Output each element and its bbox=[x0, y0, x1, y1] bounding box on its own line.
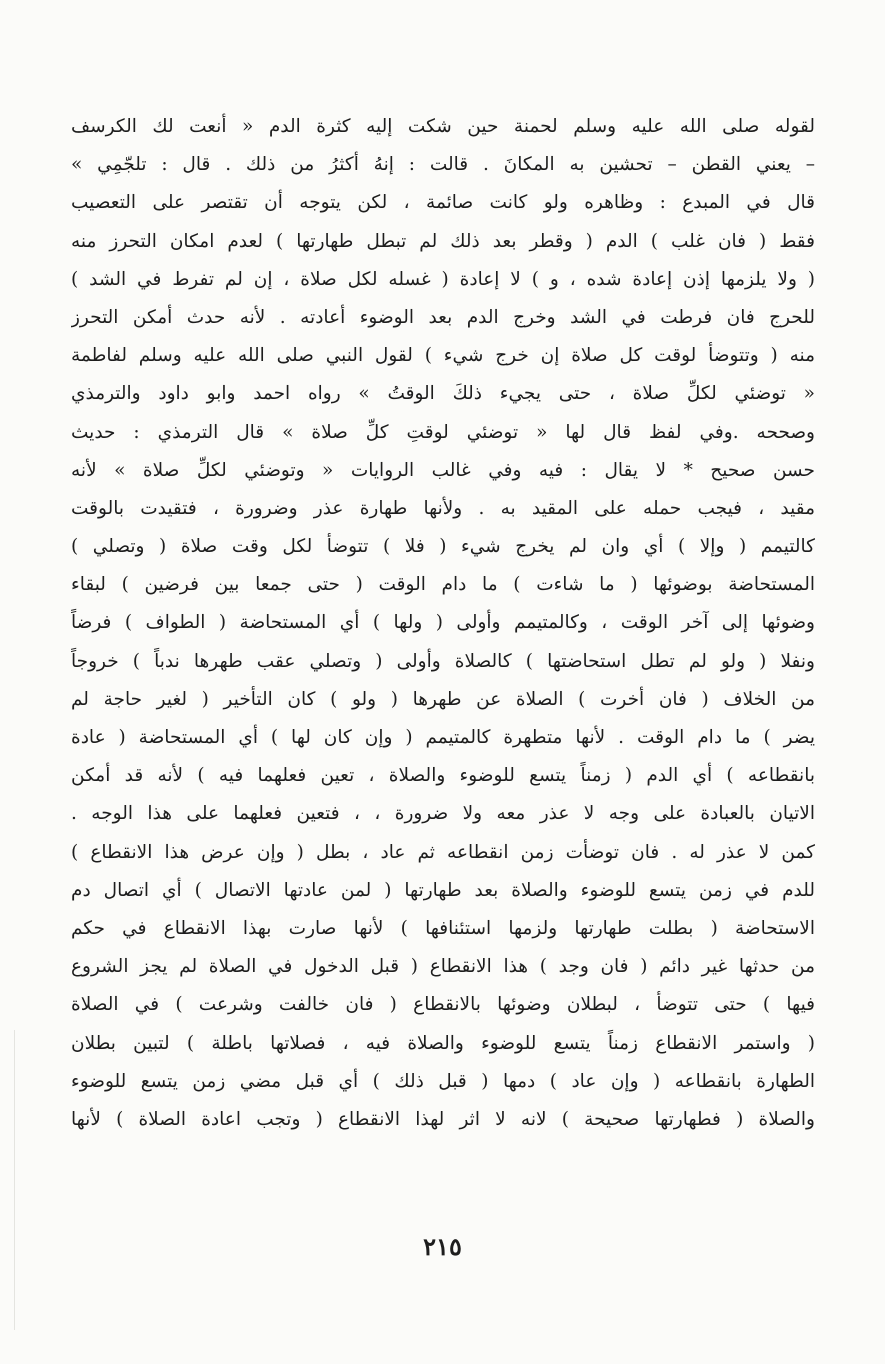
text-line: – يعني القطن – تحشين به المكانَ . قالت : إنهُ أكثرُ من ذلك . قال : تلجّمِي » bbox=[71, 154, 815, 176]
text-line: كالتيمم ( وإلا ) أي وان لم يخرج شيء ( فلا ) تتوضأ لكل وقت صلاة ( وتصلي ) bbox=[71, 536, 815, 558]
body-text bbox=[71, 108, 815, 1139]
text-line: منه ( وتتوضأ لوقت كل صلاة إن خرج شيء ) لقول النبي صلى الله عليه وسلم لفاطمة bbox=[71, 345, 815, 367]
text-line: الاتيان بالعبادة على وجه لا عذر معه ولا ضرورة ، ، فتعين فعلهما على هذا الوجه . bbox=[71, 803, 815, 825]
text-line: الاستحاضة ( بطلت طهارتها ولزمها استئنافها ) لأنها صارت بهذا الانقطاع في حكم bbox=[71, 917, 815, 939]
text-line: بانقطاعه ) أي الدم ( زمناً يتسع للوضوء والصلاة ، تعين فعلهما فيه ) لأنه قد أمكن bbox=[71, 765, 815, 787]
text-line: ( واستمر الانقطاع زمناً يتسع للوضوء والصلاة فيه ، فصلاتها باطلة ) لتبين بطلان bbox=[71, 1032, 815, 1054]
text-line: قال في المبدع : وظاهره ولو كانت صائمة ، لكن يتوجه أن تقتصر على التعصيب bbox=[71, 192, 815, 214]
text-line: ونفلا ( ولو لم تطل استحاضتها ) كالصلاة وأولى ( وتصلي عقب طهرها ندباً ) خروجاً bbox=[71, 650, 815, 672]
text-line: المستحاضة بوضوئها ( ما شاءت ) ما دام الوقت ( حتى جمعا بين فرضين ) لبقاء bbox=[71, 574, 815, 596]
page-number: ٢١٥ bbox=[423, 1232, 462, 1261]
text-line: يضر ) ما دام الوقت . لأنها متطهرة كالمتيمم ( وإن كان لها ) أي المستحاضة ( عادة bbox=[71, 727, 815, 748]
text-line: وصححه .وفي لفظ قال لها « توضئي لوقتِ كلِّ صلاة » قال الترمذي : حديث bbox=[71, 421, 815, 443]
text-line: ( ولا يلزمها إذن إعادة شده ، و ) لا إعادة ( غسله لكل صلاة ، إن لم تفرط في الشد ) bbox=[71, 268, 815, 290]
text-line: حسن صحيح * لا يقال : فيه وفي غالب الروايات « وتوضئي لكلِّ صلاة » لأنه bbox=[71, 459, 815, 481]
text-line: للحرج فان فرطت في الشد وخرج الدم بعد الوضوء أعادته . لأنه حدث أمكن التحرز bbox=[71, 306, 815, 328]
text-line: الطهارة بانقطاعه ( وإن عاد ) دمها ( قبل ذلك ) أي قبل مضي زمن يتسع للوضوء bbox=[71, 1070, 815, 1092]
text-line: لقوله صلى الله عليه وسلم لحمنة حين شكت إليه كثرة الدم « أنعت لك الكرسف bbox=[71, 116, 815, 137]
text-line: والصلاة ( فطهارتها صحيحة ) لانه لا اثر لهذا الانقطاع ( وتجب اعادة الصلاة ) لأنها bbox=[71, 1108, 815, 1130]
text-line: مقيد ، فيجب حمله على المقيد به . ولأنها طهارة عذر وضرورة ، فتقيدت بالوقت bbox=[71, 497, 815, 519]
page-edge-shadow bbox=[14, 1030, 15, 1330]
text-line: للدم في زمن يتسع للوضوء والصلاة بعد طهارتها ( لمن عادتها الاتصال ) أي اتصال دم bbox=[71, 879, 815, 901]
text-line: كمن لا عذر له . فان توضأت زمن انقطاعه ثم عاد ، بطل ( وإن عرض هذا الانقطاع ) bbox=[71, 841, 815, 863]
text-line: من الخلاف ( فان أخرت ) الصلاة عن طهرها ( ولو ) كان التأخير ( لغير حاجة لم bbox=[71, 688, 815, 710]
text-line: من حدثها غير دائم ( فان وجد ) هذا الانقطاع ( قبل الدخول في الصلاة لم يجز الشروع bbox=[71, 956, 815, 978]
text-line: « توضئي لكلِّ صلاة ، حتى يجيء ذلكَ الوقتُ » رواه احمد وابو داود والترمذي bbox=[71, 383, 815, 405]
text-line: فقط ( فان غلب ) الدم ( وقطر بعد ذلك لم تبطل طهارتها ) لعدم امكان التحرز منه bbox=[71, 230, 815, 252]
text-line: فيها ) حتى تتوضأ ، لبطلان وضوئها بالانقطاع ( فان خالفت وشرعت ) في الصلاة bbox=[71, 994, 815, 1016]
text-line: وضوئها إلى آخر الوقت ، وكالمتيمم وأولى ( ولها ) أي المستحاضة ( الطواف ) فرضاً bbox=[71, 612, 815, 634]
